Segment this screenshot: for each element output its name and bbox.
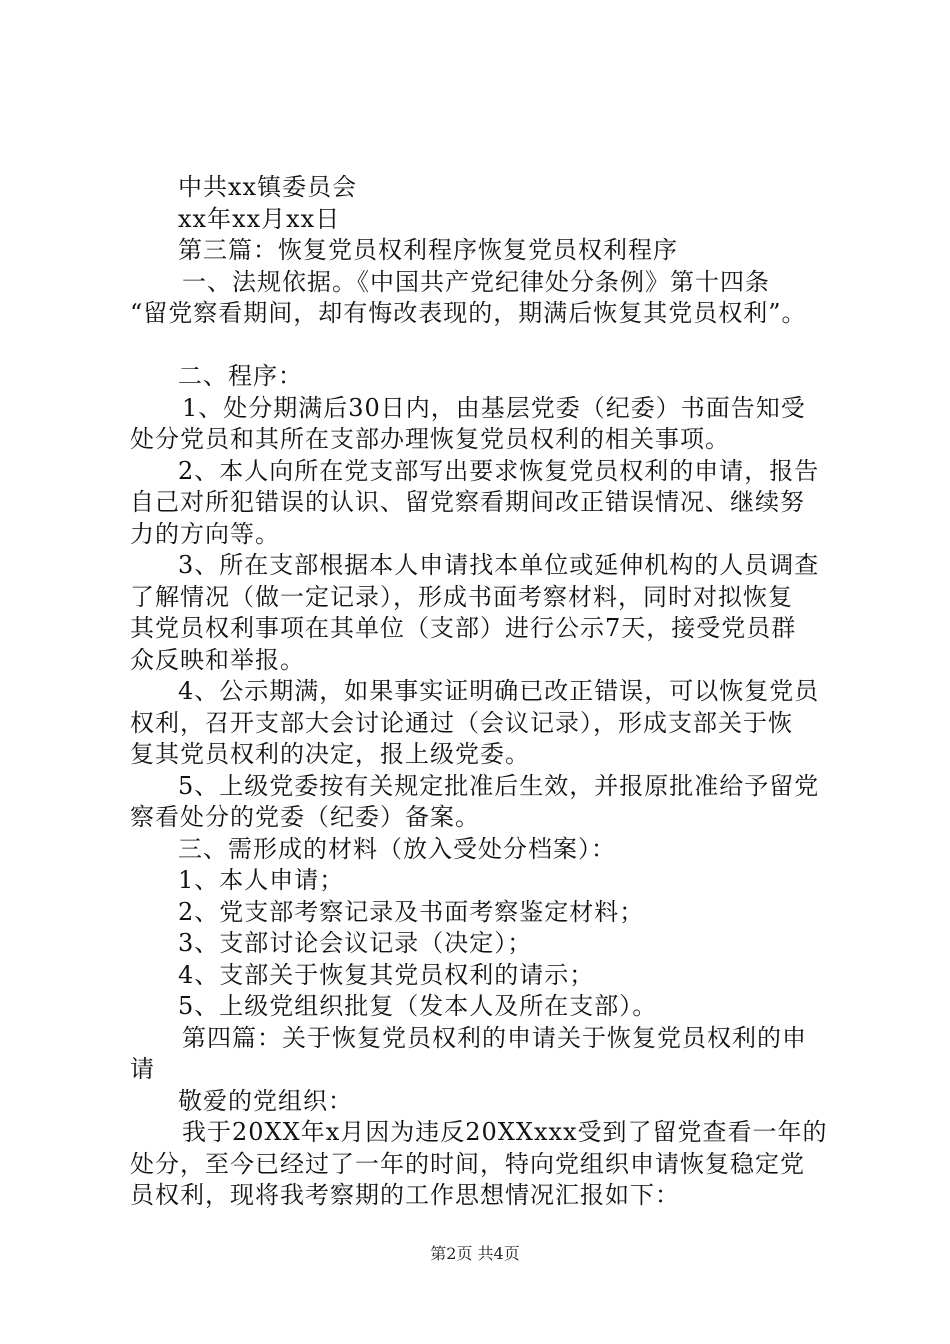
list-item: 1、本人申请； xyxy=(178,866,345,894)
text-line: 2、本人向所在党支部写出要求恢复党员权利的申请，报告 xyxy=(178,456,820,485)
text-line: 处分，至今已经过了一年的时间，特向党组织申请恢复稳定党 xyxy=(130,1149,805,1178)
text-line: 众反映和举报。 xyxy=(130,645,305,674)
text-line: 我于20XX年x月因为违反20XXxxx受到了留党查看一年的 xyxy=(182,1118,828,1146)
list-item: 2、党支部考察记录及书面考察鉴定材料； xyxy=(178,897,645,926)
text-line: 员权利，现将我考察期的工作思想情况汇报如下： xyxy=(130,1181,680,1209)
text-line: 了解情况（做一定记录），形成书面考察材料，同时对拟恢复 xyxy=(130,582,793,611)
text-line: 请 xyxy=(130,1055,155,1083)
page-number-footer: 第2页 共4页 xyxy=(430,1244,520,1263)
text-line: 复其党员权利的决定，报上级党委。 xyxy=(130,740,530,768)
blank-line xyxy=(128,330,848,362)
text-line: 三、需形成的材料（放入受处分档案）： xyxy=(178,834,616,863)
text-line: xx年xx月xx日 xyxy=(178,204,341,233)
text-line: 处分党员和其所在支部办理恢复党员权利的相关事项。 xyxy=(130,425,730,453)
text-line: 4、公示期满，如果事实证明确已改正错误，可以恢复党员 xyxy=(178,677,820,705)
text-line: 其党员权利事项在其单位（支部）进行公示7天，接受党员群 xyxy=(130,614,797,642)
list-item: 4、支部关于恢复其党员权利的请示； xyxy=(178,960,595,989)
text-line: 中共xx镇委员会 xyxy=(178,173,358,201)
section-heading: 第三篇：恢复党员权利程序恢复党员权利程序 xyxy=(178,236,678,264)
document-body xyxy=(128,172,848,1212)
salutation: 敬爱的党组织： xyxy=(178,1086,353,1115)
text-line: 1、处分期满后30日内，由基层党委（纪委）书面告知受 xyxy=(182,393,806,422)
text-line: 3、所在支部根据本人申请找本单位或延伸机构的人员调查 xyxy=(178,551,820,579)
section-heading: 第四篇：关于恢复党员权利的申请关于恢复党员权利的申 xyxy=(182,1023,807,1052)
text-line: 5、上级党委按有关规定批准后生效，并报原批准给予留党 xyxy=(178,771,820,800)
list-item: 3、支部讨论会议记录（决定）； xyxy=(178,929,533,957)
text-line: 察看处分的党委（纪委）备案。 xyxy=(130,803,480,831)
list-item: 5、上级党组织批复（发本人及所在支部）。 xyxy=(178,992,658,1020)
text-line: 权利，召开支部大会讨论通过（会议记录），形成支部关于恢 xyxy=(130,708,793,737)
text-line: 力的方向等。 xyxy=(130,519,280,548)
text-line: 一、法规依据。《中国共产党纪律处分条例》第十四条 xyxy=(182,267,770,296)
text-line: 二、程序： xyxy=(178,362,303,390)
text-line: 自己对所犯错误的认识、留党察看期间改正错误情况、继续努 xyxy=(130,488,805,516)
text-line: “留党察看期间，却有悔改表现的，期满后恢复其党员权利”。 xyxy=(130,299,807,327)
